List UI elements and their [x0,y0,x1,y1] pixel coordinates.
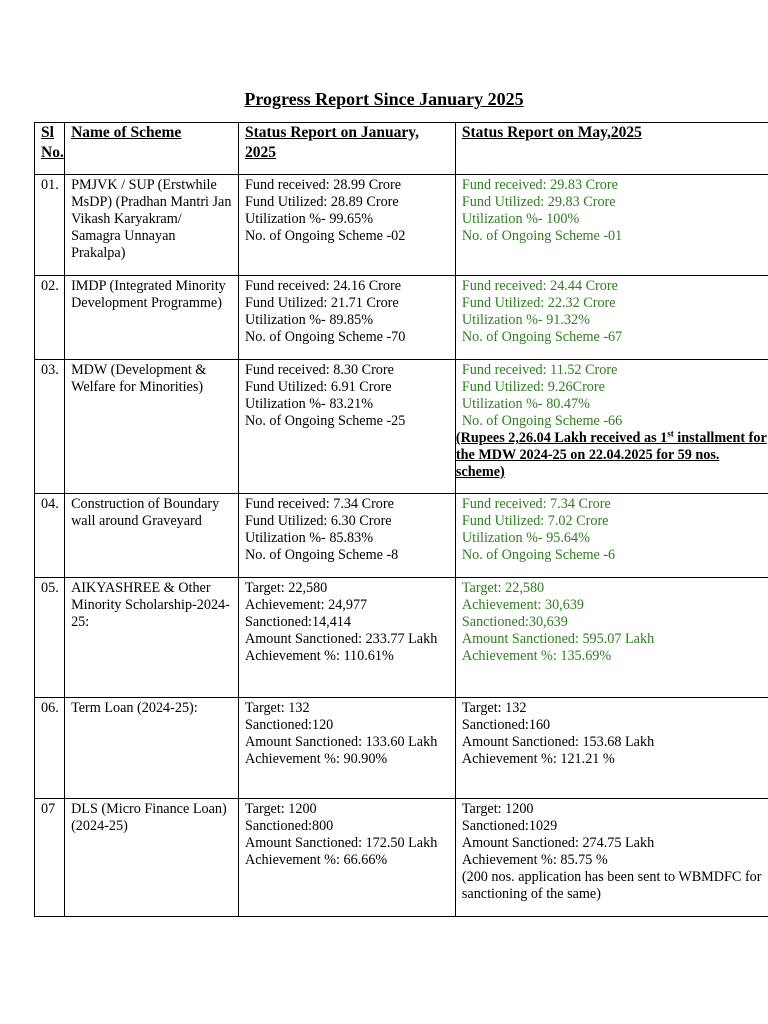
scheme-name: Construction of Boundary wall around Graveyard [71,496,220,529]
january-line: No. of Ongoing Scheme -8 [245,547,399,563]
header-status-january: Status Report on January, 2025 [239,123,456,175]
cell-january-status [239,799,456,917]
cell-may-status [455,276,768,360]
january-line: Sanctioned:120 [245,717,334,733]
cell-january-status [239,698,456,799]
may-line: Achievement: 30,639 [461,597,585,613]
january-line: Utilization %- 85.83% [245,530,374,546]
may-line: Utilization %- 95.64% [461,530,590,546]
january-line: Fund received: 28.99 Crore [245,177,402,193]
january-line: Fund received: 7.34 Crore [245,496,394,512]
cell-scheme-name [65,578,239,698]
january-line: Achievement %: 90.90% [245,751,388,767]
may-line: Achievement %: 135.69% [461,648,612,664]
cell-january-status [239,494,456,578]
may-line: No. of Ongoing Scheme -66 [461,413,623,429]
may-line: Amount Sanctioned: 153.68 Lakh [461,734,655,750]
cell-january-status [239,276,456,360]
cell-sl: 01. [35,175,65,276]
may-line: Fund Utilized: 7.02 Crore [461,513,609,529]
january-line: Amount Sanctioned: 233.77 Lakh [245,631,438,647]
january-line: No. of Ongoing Scheme -02 [245,228,406,244]
may-line: Fund Utilized: 29.83 Crore [461,194,616,210]
page-title: Progress Report Since January 2025 [244,89,524,109]
scheme-name: IMDP (Integrated Minority Development Programme) [71,278,226,311]
may-line: Achievement %: 121.21 % [461,751,615,767]
may-line: Amount Sanctioned: 274.75 Lakh [461,835,655,851]
scheme-name: PMJVK / SUP (Erstwhile MsDP) (Pradhan Mantri Jan Vikash Karyakram/ Samagra Unnayan Prakalpa) [71,177,232,261]
may-line: Sanctioned:30,639 [461,614,568,630]
january-line: Fund Utilized: 6.91 Crore [245,379,392,395]
cell-sl: 06. [35,698,65,799]
cell-sl: 07 [35,799,65,917]
cell-january-status [239,175,456,276]
may-line: Fund received: 11.52 Crore [461,362,618,378]
january-line: Fund Utilized: 28.89 Crore [245,194,399,210]
january-line: Sanctioned:14,414 [245,614,351,630]
may-line: Target: 1200 [461,801,534,817]
table-header-row [35,123,768,175]
january-line: Fund received: 8.30 Crore [245,362,394,378]
may-line: Sanctioned:1029 [461,818,558,834]
january-line: Target: 22,580 [245,580,328,596]
cell-scheme-name [65,175,239,276]
january-line: Achievement %: 66.66% [245,852,388,868]
header-status-may: Status Report on May,2025 [455,123,768,175]
may-line: Utilization %- 100% [461,211,580,227]
january-line: Achievement %: 110.61% [245,648,394,664]
cell-may-status [455,360,768,494]
header-sl-no: Sl No. [35,123,65,175]
cell-scheme-name [65,698,239,799]
cell-scheme-name [65,276,239,360]
january-line: Achievement: 24,977 [245,597,368,613]
may-line: No. of Ongoing Scheme -01 [461,228,623,244]
mdw-installment-note [456,430,768,481]
cell-sl: 05. [35,578,65,698]
may-line: Sanctioned:160 [461,717,551,733]
may-line: Fund received: 7.34 Crore [461,496,611,512]
january-line: Utilization %- 89.85% [245,312,374,328]
may-line: Achievement %: 85.75 % [461,852,608,868]
cell-january-status [239,360,456,494]
cell-may-status [455,578,768,698]
january-line: Utilization %- 99.65% [245,211,374,227]
may-line: Amount Sanctioned: 595.07 Lakh [461,631,655,647]
note-superscript: st [667,428,674,439]
january-line: Target: 132 [245,700,310,716]
cell-may-status [455,799,768,917]
may-line: Fund received: 24.44 Crore [461,278,618,294]
scheme-name: MDW (Development & Welfare for Minorities) [71,362,207,395]
may-line: No. of Ongoing Scheme -67 [461,329,623,345]
scheme-name: Term Loan (2024-25): [71,700,198,716]
cell-may-status [455,494,768,578]
header-name-of-scheme: Name of Scheme [65,123,239,175]
table-row [35,494,768,578]
january-line: Fund Utilized: 21.71 Crore [245,295,399,311]
note-text-before: (Rupees 2,26.04 Lakh received as 1 [455,430,668,446]
january-line: No. of Ongoing Scheme -70 [245,329,406,345]
table-row [35,276,768,360]
may-line: Target: 22,580 [461,580,545,596]
january-line: Fund Utilized: 6.30 Crore [245,513,392,529]
table-row [35,175,768,276]
note-text-after: installment for the MDW 2024-25 on 22.04.2025 for 59 nos. scheme) [455,430,767,480]
cell-scheme-name [65,799,239,917]
january-line: Utilization %- 83.21% [245,396,374,412]
cell-may-status [455,175,768,276]
cell-scheme-name [65,494,239,578]
may-line: Fund received: 29.83 Crore [461,177,618,193]
january-line: Target: 1200 [245,801,317,817]
may-line: No. of Ongoing Scheme -6 [461,547,616,563]
cell-sl: 04. [35,494,65,578]
cell-sl: 03. [35,360,65,494]
scheme-name: AIKYASHREE & Other Minority Scholarship-2024-25: [71,580,230,630]
scheme-name: DLS (Micro Finance Loan) (2024-25) [71,801,227,834]
january-line: Amount Sanctioned: 133.60 Lakh [245,734,438,750]
table-row [35,799,768,917]
may-line: Utilization %- 80.47% [461,396,590,412]
may-line: Target: 132 [461,700,527,716]
cell-sl: 02. [35,276,65,360]
cell-scheme-name [65,360,239,494]
january-line: Amount Sanctioned: 172.50 Lakh [245,835,438,851]
may-line: Fund Utilized: 22.32 Crore [461,295,616,311]
january-line: Sanctioned:800 [245,818,334,834]
january-line: Fund received: 24.16 Crore [245,278,402,294]
table-row [35,578,768,698]
table-row [35,360,768,494]
table-row [35,698,768,799]
cell-january-status [239,578,456,698]
progress-report-table [34,122,768,917]
may-line: Fund Utilized: 9.26Crore [461,379,605,395]
january-line: No. of Ongoing Scheme -25 [245,413,406,429]
may-line: Utilization %- 91.32% [461,312,590,328]
may-line: (200 nos. application has been sent to WBMDFC for sanctioning of the same) [461,869,762,902]
cell-may-status [455,698,768,799]
